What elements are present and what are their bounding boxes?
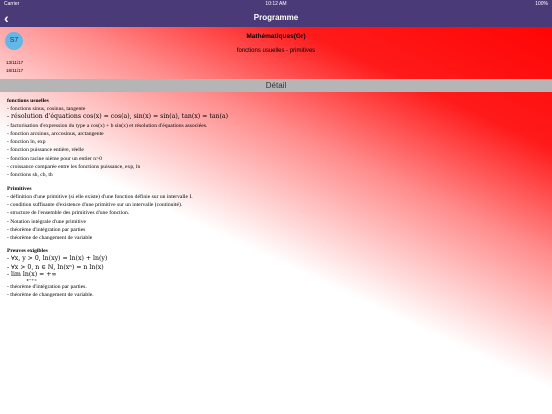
detail-content [7, 98, 527, 306]
list-item: - théorème de changement de variable [7, 235, 93, 242]
subject-title: Mathématiques(Gr) [246, 33, 306, 40]
list-item: - théorème d'intégration par parties [7, 226, 86, 233]
section-title: Preuves exigibles [7, 248, 48, 255]
list-item: - factorisation d'expression du type a cos(x) + b sin(x) et résolution d'équations associées. [7, 122, 208, 129]
list-item: - croissance comparée entre les fonctions puissance, exp, ln [7, 164, 141, 171]
chevron-left-icon[interactable]: ‹ [4, 10, 9, 26]
list-item: - structure de l'ensemble des primitives d'une fonction. [7, 210, 130, 217]
list-item: - fonction puissance entière, réelle [7, 147, 84, 154]
chapter-title: fonctions usuelles - primitives [236, 48, 316, 54]
battery-label: 100% [535, 1, 548, 7]
page-title: Programme [253, 13, 299, 22]
list-item: - Notation intégrale d'une primitive [7, 218, 86, 225]
limit-subscript: x→+∞ [26, 278, 37, 283]
carrier-label: Carrier [4, 1, 20, 7]
section-title: fonctions usuelles [7, 98, 49, 104]
end-date: 18/11/17 [6, 68, 24, 73]
detail-header: Détail [0, 79, 552, 92]
list-item [7, 272, 527, 283]
list-item: - théorème d'intégration par parties. [7, 284, 87, 291]
list-item: - fonction arcsinus, arccosinus, arctangente [7, 130, 104, 137]
start-date: 13/11/17 [6, 60, 24, 65]
list-item: - fonctions sh, ch, th [7, 172, 53, 179]
list-item: - définition d'une primitive (si elle existe) d'une fonction définie sur un intervalle I. [7, 193, 193, 200]
nav-bar [0, 9, 552, 27]
section-preuves-exigibles [7, 248, 527, 299]
limit-text: - lim ln(x) = +∞ [7, 271, 57, 279]
limit-expression [7, 272, 57, 282]
list-item: - théorème de changement de variable. [7, 292, 94, 299]
clock: 10:12 AM [265, 1, 287, 7]
section-primitives [7, 186, 527, 243]
list-item: - fonctions sinus, cosinus, tangente [7, 106, 86, 112]
list-item: - condition suffisante d'existence d'une primitive sur un intervalle (continuité). [7, 201, 183, 208]
semester-badge: S7 [5, 32, 23, 50]
section-fonctions-usuelles [7, 98, 527, 180]
list-item: - résolution d'équations cos(x) = cos(a), sin(x) = sin(a), tan(x) = tan(a) [7, 113, 229, 121]
list-item: - ∀x, y > 0, ln(xy) = ln(x) + ln(y) [7, 255, 108, 263]
list-item: - fonction racine nième pour un entier n>0 [7, 155, 102, 162]
list-item: - fonction ln, exp [7, 139, 46, 146]
status-bar [0, 0, 552, 9]
section-title: Primitives [7, 185, 32, 192]
list-item: - ∀x > 0, n ∈ ℕ, ln(xⁿ) = n ln(x) [7, 263, 104, 271]
